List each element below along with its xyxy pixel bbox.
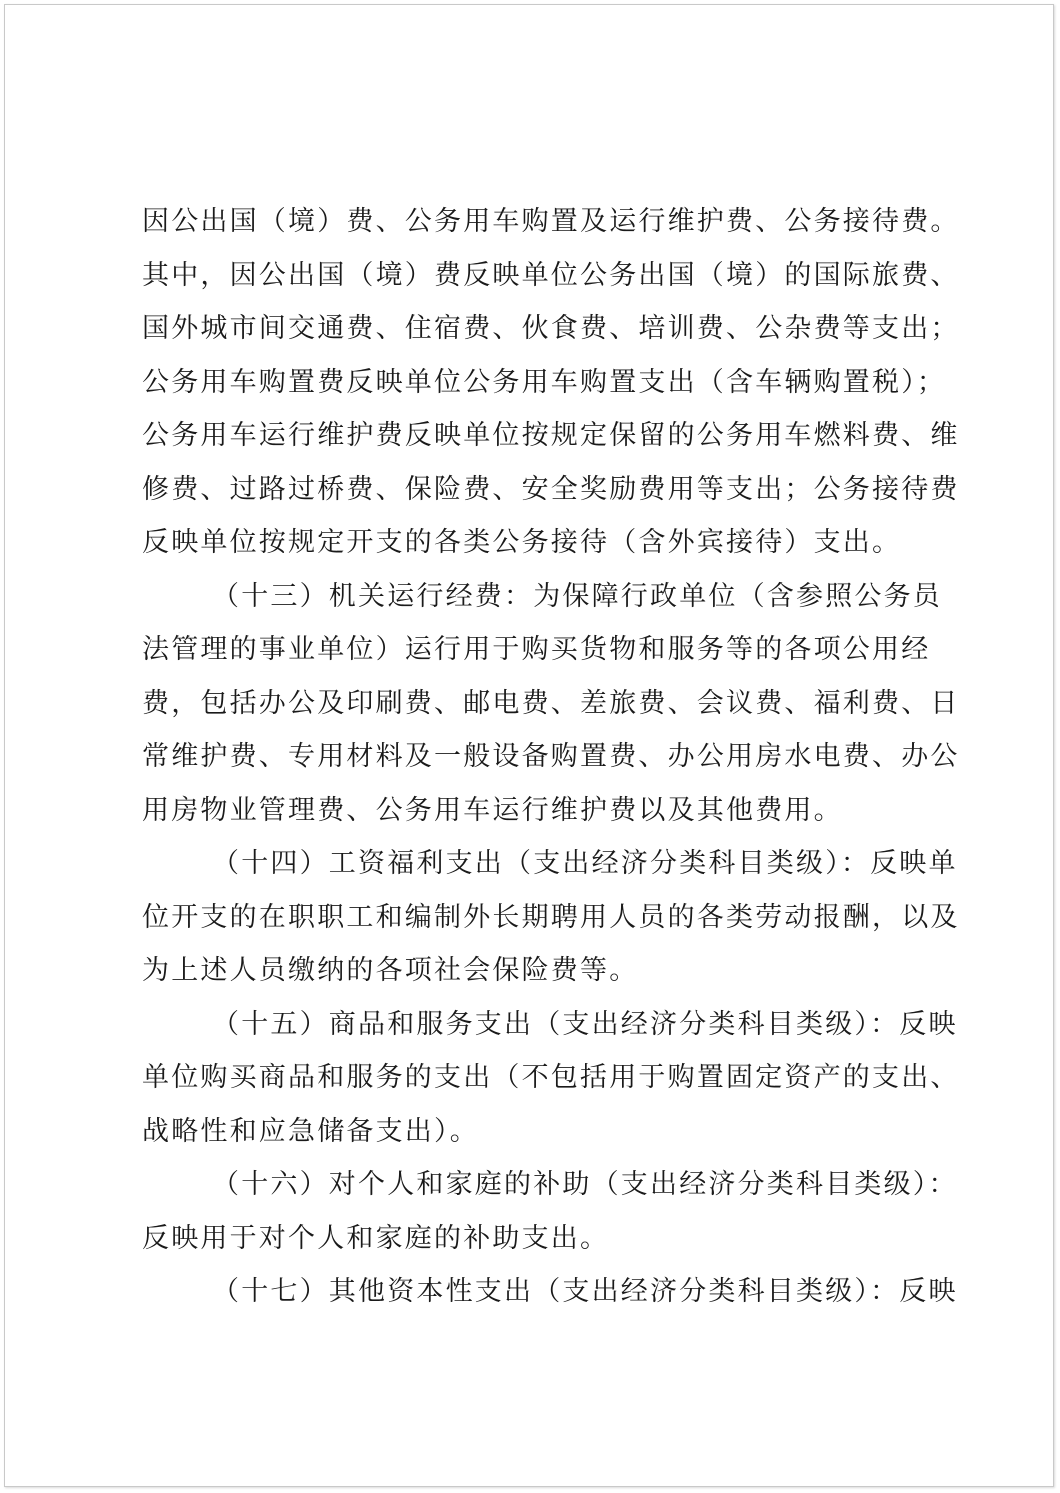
text-line: 国外城市间交通费、住宿费、伙食费、培训费、公杂费等支出；: [142, 313, 960, 344]
text-line: （十五）商品和服务支出（支出经济分类科目类级）：反映: [212, 1008, 958, 1040]
text-line: （十四）工资福利支出（支出经济分类科目类级）：反映单: [212, 848, 958, 879]
text-line: （十三）机关运行经费：为保障行政单位（含参照公务员: [212, 580, 942, 612]
text-line: 反映单位按规定开支的各类公务接待（含外宾接待）支出。: [142, 527, 902, 558]
text-line: 用房物业管理费、公务用车运行维护费以及其他费用。: [142, 794, 843, 826]
text-line: 战略性和应急储备支出）。: [142, 1115, 479, 1147]
text-line: （十七）其他资本性支出（支出经济分类科目类级）：反映: [212, 1276, 958, 1307]
text-line: 法管理的事业单位）运行用于购买货物和服务等的各项公用经: [142, 634, 931, 665]
text-line: 费，包括办公及印刷费、邮电费、差旅费、会议费、福利费、日: [142, 687, 960, 719]
text-line: （十六）对个人和家庭的补助（支出经济分类科目类级）：: [212, 1169, 958, 1200]
text-line: 其中，因公出国（境）费反映单位公务出国（境）的国际旅费、: [142, 259, 960, 291]
text-line: 单位购买商品和服务的支出（不包括用于购置固定资产的支出、: [142, 1062, 960, 1093]
document-body: [142, 195, 960, 1319]
text-line: 修费、过路过桥费、保险费、安全奖励费用等支出；公务接待费: [142, 473, 960, 505]
text-line: 因公出国（境）费、公务用车购置及运行维护费、公务接待费。: [142, 206, 960, 237]
text-line: 位开支的在职职工和编制外长期聘用人员的各类劳动报酬，以及: [142, 901, 960, 933]
text-line: 公务用车购置费反映单位公务用车购置支出（含车辆购置税）；: [142, 366, 947, 398]
text-line: 常维护费、专用材料及一般设备购置费、办公用房水电费、办公: [142, 741, 960, 772]
text-line: 公务用车运行维护费反映单位按规定保留的公务用车燃料费、维: [142, 420, 960, 451]
text-line: 为上述人员缴纳的各项社会保险费等。: [142, 955, 639, 986]
text-line: 反映用于对个人和家庭的补助支出。: [142, 1222, 610, 1254]
